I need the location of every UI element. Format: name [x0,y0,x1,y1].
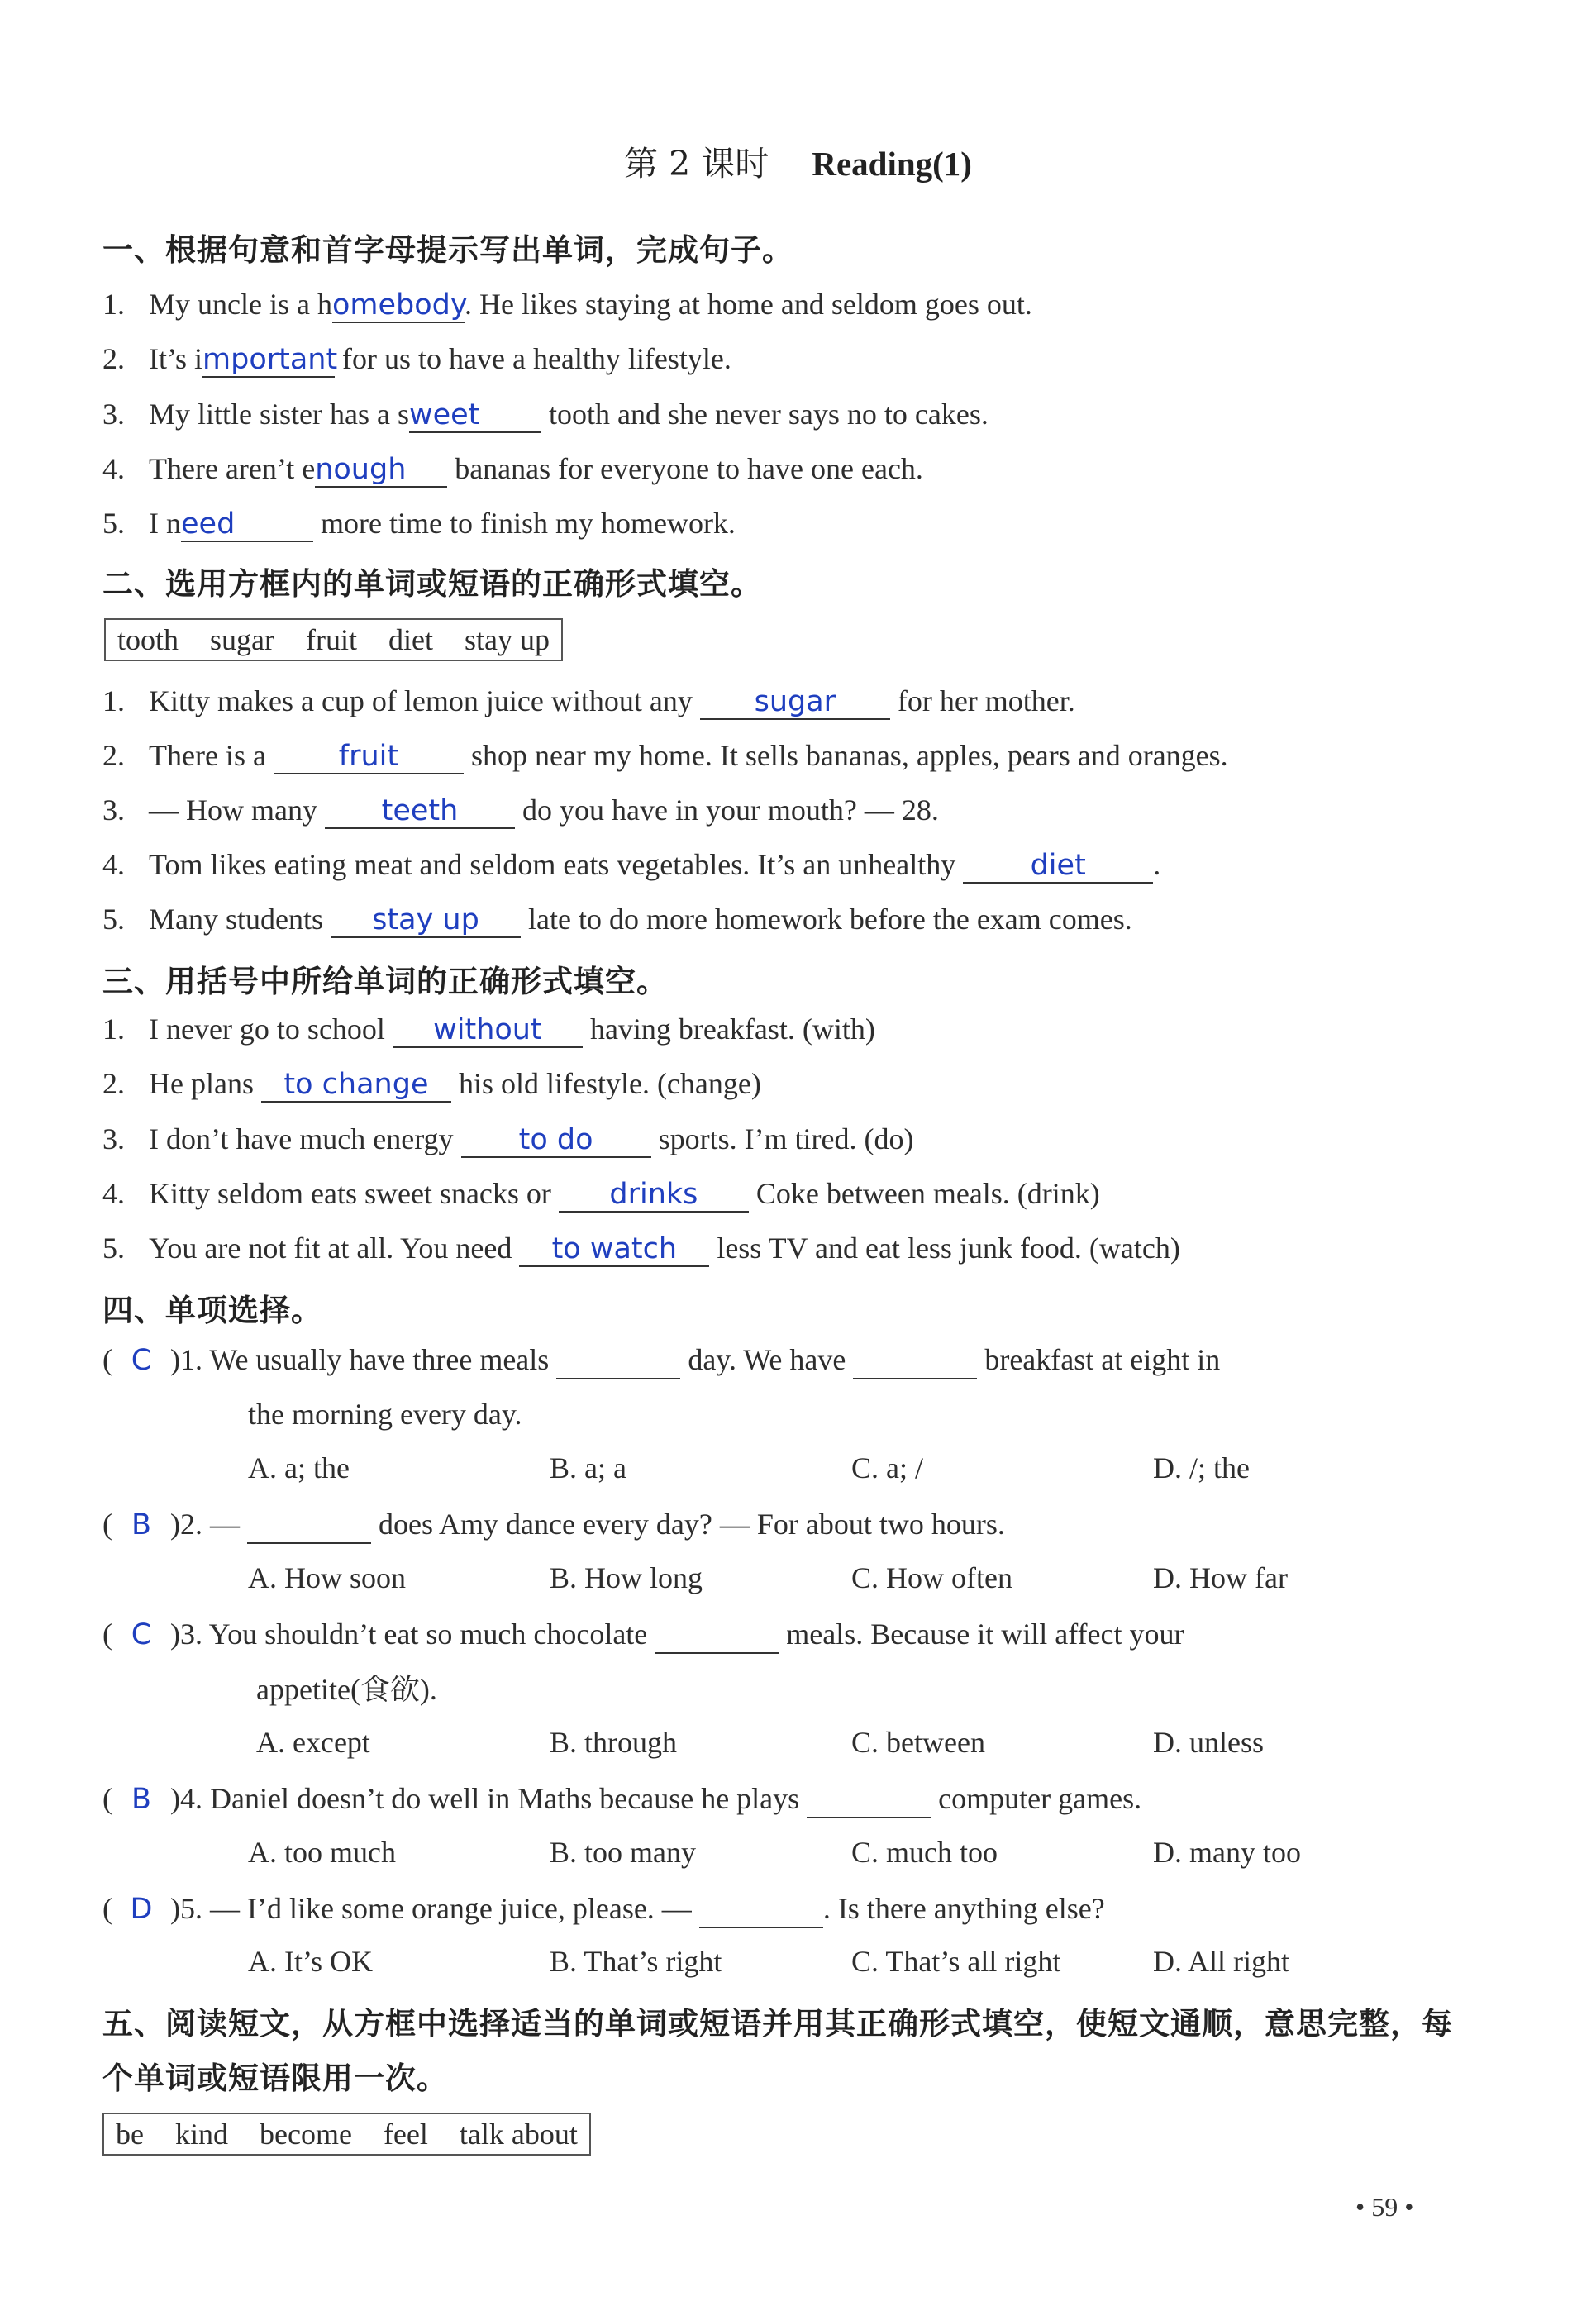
mc-question-3-cont: appetite(食欲). [256,1673,437,1706]
mc-question-1-cont: the morning every day. [248,1398,522,1431]
mc-question-5: ( D )5. — I’d like some orange juice, please. — . Is there anything else? [102,1889,1105,1928]
section-5-heading-cont: 个单词或短语限用一次。 [102,2061,448,2096]
answer-blank: omebody [332,285,465,323]
mc-answer: C [131,1344,152,1377]
answer-blank: teeth [325,791,515,829]
section-1-heading: 一、根据句意和首字母提示写出单词，完成句子。 [102,232,793,268]
s3-item-4: 4. Kitty seldom eats sweet snacks or drinks Coke between meals. (drink) [102,1174,1100,1213]
answer-blank: drinks [559,1174,749,1213]
section-3-heading: 三、用括号中所给单词的正确形式填空。 [102,964,668,999]
s3-item-5: 5. You are not fit at all. You need to watch less TV and eat less junk food. (watch) [102,1229,1180,1267]
answer-blank: to watch [519,1229,709,1267]
answer-blank: to do [461,1120,651,1158]
section-4-heading: 四、单项选择。 [102,1293,322,1328]
word-box-5: be kind become feel talk about [102,2113,591,2156]
s1-item-5: 5. I need more time to finish my homework. [102,504,736,542]
answer-blank: fruit [274,736,464,774]
section-2-heading: 二、选用方框内的单词或短语的正确形式填空。 [102,566,762,602]
s1-item-3: 3. My little sister has a sweet tooth and she never says no to cakes. [102,395,989,433]
s1-item-1: 1. My uncle is a homebody. He likes staying at home and seldom goes out. [102,285,1032,323]
mc-options-1: A. a; the B. a; a C. a; / D. /; the [248,1451,1250,1484]
mc-question-2: ( B )2. — does Amy dance every day? — For about two hours. [102,1505,1005,1544]
s3-item-2: 2. He plans to change his old lifestyle. (change) [102,1065,761,1103]
s1-item-2: 2. It’s important for us to have a healthy lifestyle. [102,340,731,378]
answer-blank: weet [409,395,541,433]
mc-answer: C [131,1618,152,1651]
mc-question-1: ( C )1. We usually have three meals day. We have breakfast at eight in [102,1341,1220,1379]
page-title: 第 2 课时 Reading(1) [624,144,972,183]
answer-blank: sugar [700,682,890,720]
mc-options-5: A. It’s OK B. That’s right C. That’s all right D. All right [248,1945,1290,1978]
s2-item-3: 3. — How many teeth do you have in your mouth? — 28. [102,791,939,829]
mc-options-2: A. How soon B. How long C. How often D. How far [248,1561,1288,1594]
s3-item-1: 1. I never go to school without having breakfast. (with) [102,1010,875,1048]
s2-item-5: 5. Many students stay up late to do more homework before the exam comes. [102,900,1132,938]
s2-item-4: 4. Tom likes eating meat and seldom eats vegetables. It’s an unhealthy diet . [102,846,1160,884]
answer-blank: eed [181,504,313,542]
page-number: • 59 • [1355,2192,1414,2222]
answer-blank: stay up [331,900,521,938]
answer-blank: diet [963,846,1153,884]
answer-blank: mportant [202,340,335,378]
answer-blank: to change [261,1065,451,1103]
s2-item-2: 2. There is a fruit shop near my home. It sells bananas, apples, pears and oranges. [102,736,1228,774]
answer-blank: nough [315,450,447,488]
s2-item-1: 1. Kitty makes a cup of lemon juice without any sugar for her mother. [102,682,1075,720]
section-5-heading: 五、阅读短文，从方框中选择适当的单词或短语并用其正确形式填空，使短文通顺，意思完整，每 [102,2006,1453,2042]
mc-options-3: A. except B. through C. between D. unless [256,1726,1264,1759]
mc-answer: B [131,1508,151,1541]
s1-item-4: 4. There aren’t enough bananas for everyone to have one each. [102,450,923,488]
mc-question-4: ( B )4. Daniel doesn’t do well in Maths because he plays computer games. [102,1780,1141,1818]
mc-options-4: A. too much B. too many C. much too D. many too [248,1836,1301,1869]
s3-item-3: 3. I don’t have much energy to do sports. I’m tired. (do) [102,1120,914,1158]
mc-question-3: ( C )3. You shouldn’t eat so much chocolate meals. Because it will affect your [102,1615,1184,1654]
mc-answer: D [130,1893,153,1926]
mc-answer: B [131,1783,151,1816]
answer-blank: without [393,1010,583,1048]
word-box-2: tooth sugar fruit diet stay up [104,618,563,661]
